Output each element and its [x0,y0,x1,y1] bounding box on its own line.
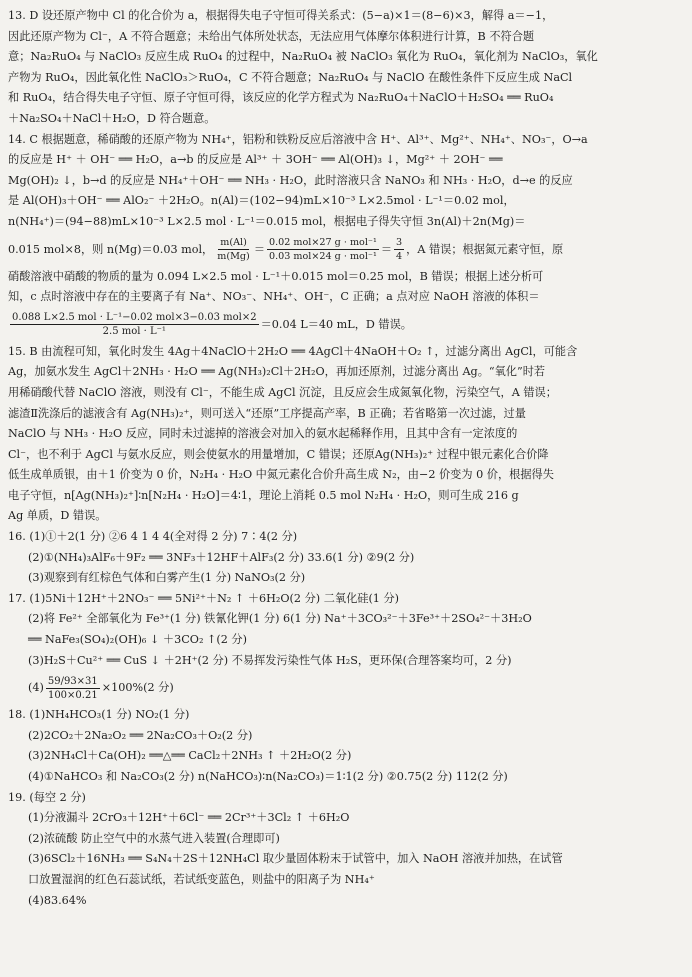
q17-yield-fraction-line [8,671,674,705]
q19-line-4: (3)6SCl₂＋16NH₃ ══ S₄N₄＋2S＋12NH₄Cl 取少量固体粉末于试管中，加入 NaOH 溶液并加热，在试管 [28,852,563,866]
q15-line-2: Ag，加氨水发生 AgCl＋2NH₃ · H₂O ══ Ag(NH₃)₂Cl＋2H₂O，再加还原剂，过滤分离出 Ag。“氧化”时若 [8,365,546,379]
mass-ratio-fraction [215,236,252,263]
fraction-numerator: m(Al) [220,237,247,249]
q19-line-2: (1)分液漏斗 2CrO₃＋12H⁺＋6Cl⁻ ══ 2Cr³⁺＋3Cl₂ ↑ ＋6H₂O [28,811,350,825]
q14-line-5: n(NH₄⁺)＝(94−88)mL×10⁻³ L×2.5 mol · L⁻¹＝0.015 mol，根据电子得失守恒 3n(Al)＋2n(Mg)＝ [8,214,526,228]
q14-line-8: 知，c 点时溶液中存在的主要离子有 Na⁺、NO₃⁻、NH₄⁺、OH⁻，C 正确；a 点对应 NaOH 溶液的体积＝ [8,290,540,304]
q14-volume-result: ＝0.04 L＝40 mL，D 错误。 [260,317,412,331]
q13-line-5: 和 RuO₄，结合得失电子守恒、原子守恒可得，该反应的化学方程式为 Na₂RuO₄＋NaClO＋H₂SO₄ ══ RuO₄ [8,91,554,105]
q17-part4-label: (4) [28,681,44,695]
q18-line-4: (4)①NaHCO₃ 和 Na₂CO₃(2 分) n(NaHCO₃)∶n(Na₂CO₃)＝1∶1(2 分) ②0.75(2 分) 112(2 分) [28,770,508,783]
q14-line-3: Mg(OH)₂ ↓，b→d 的反应是 NH₄⁺＋OH⁻ ══ NH₃ · H₂O，此时溶液只含 NaNO₃ 和 NH₃ · H₂O，d→e 的反应 [8,173,573,187]
fraction-denominator: 4 [396,251,403,263]
q19-line-3: (2)浓硫酸 防止空气中的水蒸气进入装置(合理即可) [28,831,280,845]
fraction-denominator: 0.03 mol×24 g · mol⁻¹ [269,251,377,263]
q15-line-7: 低生成单质银，由＋1 价变为 0 价，N₂H₄ · H₂O 中氮元素化合价升高生成 N₂，由−2 价变为 0 价，根据得失 [8,468,554,482]
q17-line-2: (2)将 Fe²⁺ 全部氧化为 Fe³⁺(1 分) 铁氰化钾(1 分) 6(1 分) Na⁺＋3CO₃²⁻＋3Fe³⁺＋2SO₄²⁻＋3H₂O [28,612,532,626]
q13-line-4: 产物为 RuO₄，因此氧化性 NaClO₃＞RuO₄，C 不符合题意；Na₂RuO₄ 与 NaClO 在酸性条件下反应生成 NaCl [8,70,573,84]
fraction-numerator: 3 [396,237,403,249]
yield-fraction [46,675,100,702]
q15-line-6: Cl⁻，也不利于 AgCl 与氨水反应，则会使氨水的用量增加，C 错误；还原Ag(NH₃)₂⁺ 过程中银元素化合价降 [8,447,549,461]
equals-sign: ＝ [380,242,393,256]
q17-yield-suffix: ×100%(2 分) [101,681,174,695]
q15-line-5: NaClO 与 NH₃ · H₂O 反应，同时未过滤掉的溶液会对加入的氨水起稀释作用，且其中含有一定浓度的 [8,427,518,441]
q13-line-6: ＋Na₂SO₄＋NaCl＋H₂O，D 符合题意。 [8,111,216,125]
q14-line-7: 硝酸溶液中硝酸的物质的量为 0.094 L×2.5 mol · L⁻¹＋0.015 mol＝0.25 mol，B 错误；根据上述分析可 [8,269,544,283]
q19-line-6: (4)83.64% [28,893,87,907]
q14-frac-suffix: ，A 错误；根据氮元素守恒，原 [406,242,564,256]
q18-line-1: 18. (1)NH₄HCO₃(1 分) NO₂(1 分) [8,708,190,722]
ratio-result-fraction [394,236,404,263]
q15-line-9: Ag 单质，D 错误。 [8,509,107,523]
fraction-numerator: 0.088 L×2.5 mol · L⁻¹−0.02 mol×3−0.03 mol×2 [12,312,257,324]
q14-line-4: 是 Al(OH)₃＋OH⁻ ══ AlO₂⁻ ＋2H₂O。n(Al)＝(102−94)mL×10⁻³ L×2.5mol · L⁻¹＝0.02 mol， [8,194,515,208]
q15-line-8: 电子守恒，n[Ag(NH₃)₂⁺]∶n[N₂H₄ · H₂O]＝4∶1，理论上消耗 0.5 mol N₂H₄ · H₂O，则可生成 216 g [8,488,519,502]
fraction-numerator: 0.02 mol×27 g · mol⁻¹ [269,237,377,249]
fraction-numerator: 59/93×31 [47,675,98,687]
q16-line-3: (3)观察到有红棕色气体和白雾产生(1 分) NaNO₃(2 分) [28,571,306,585]
mass-calc-fraction [267,236,379,263]
q14-fraction-line [8,233,674,267]
q13-line-2: 因此还原产物为 Cl⁻，A 不符合题意；未给出气体所处状态，无法应用气体摩尔体积进行计算，B 不符合题 [8,29,535,43]
q14-frac-prefix: 0.015 mol×8，则 n(Mg)＝0.03 mol， [8,242,214,256]
q19-line-5: 口放置湿润的红色石蕊试纸，若试纸变蓝色，则盐中的阳离子为 NH₄⁺ [28,872,375,886]
q16-line-2: (2)①(NH₄)₃AlF₆＋9F₂ ══ 3NF₃＋12HF＋AlF₃(2 分) 33.6(1 分) ②9(2 分) [28,550,415,564]
q13-line-1: 13. D 设还原产物中 Cl 的化合价为 a，根据得失电子守恒可得关系式：(5−a)×1＝(8−6)×3，解得 a＝−1， [8,9,554,22]
q14-line-1: 14. C 根据题意，稀硝酸的还原产物为 NH₄⁺，铝粉和铁粉反应后溶液中含 H⁺、Al³⁺、Mg²⁺、NH₄⁺、NO₃⁻，O→a [8,132,588,146]
q16-line-1: 16. (1)①＋2(1 分) ②6 4 1 4 4(全对得 2 分) 7∶4(2 分) [8,530,298,544]
fraction-denominator: 100×0.21 [47,689,98,701]
q17-line-3: ══ NaFe₃(SO₄)₂(OH)₆ ↓ ＋3CO₂ ↑(2 分) [28,633,247,647]
q15-line-4: 滤渣Ⅱ洗涤后的滤液含有 Ag(NH₃)₂⁺，则可送入“还原”工序提高产率，B 正确；若省略第一次过滤，过量 [8,406,526,420]
q18-line-2: (2)2CO₂＋2Na₂O₂ ══ 2Na₂CO₃＋O₂(2 分) [28,728,253,742]
q15-line-3: 用稀硝酸代替 NaClO 溶液，则没有 Cl⁻，不能生成 AgCl 沉淀，且反应会生成氮氧化物，污染空气，A 错误； [8,385,557,399]
q19-line-1: 19. (每空 2 分) [8,790,86,804]
q14-line-2: 的反应是 H⁺ ＋ OH⁻ ══ H₂O，a→b 的反应是 Al³⁺ ＋ 3OH⁻ ══ Al(OH)₃ ↓，Mg²⁺ ＋ 2OH⁻ ══ [8,153,503,167]
q14-volume-fraction-line [8,308,674,342]
fraction-denominator: m(Mg) [217,251,250,263]
volume-fraction [10,311,259,338]
fraction-denominator: 2.5 mol · L⁻¹ [102,326,166,338]
q13-line-3: 意；Na₂RuO₄ 与 NaClO₃ 反应生成 RuO₄ 的过程中，Na₂RuO₄ 被 NaClO₃ 氧化为 RuO₄，氧化剂为 NaClO₃，氧化 [8,50,598,64]
q15-line-1: 15. B 由流程可知，氧化时发生 4Ag＋4NaClO＋2H₂O ══ 4AgCl＋4NaOH＋O₂ ↑，过滤分离出 AgCl，可能含 [8,344,578,358]
q17-line-4: (3)H₂S＋Cu²⁺ ══ CuS ↓ ＋2H⁺(2 分) 不易挥发污染性气体 H₂S，更环保(合理答案均可，2 分) [28,653,512,667]
q17-line-1: 17. (1)5Ni＋12H⁺＋2NO₃⁻ ══ 5Ni²⁺＋N₂ ↑ ＋6H₂O(2 分) 二氧化硅(1 分) [8,591,400,605]
q18-line-3: (3)2NH₄Cl＋Ca(OH)₂ ══△══ CaCl₂＋2NH₃ ↑ ＋2H₂O(2 分) [28,749,352,763]
equals-sign: ＝ [253,242,266,256]
